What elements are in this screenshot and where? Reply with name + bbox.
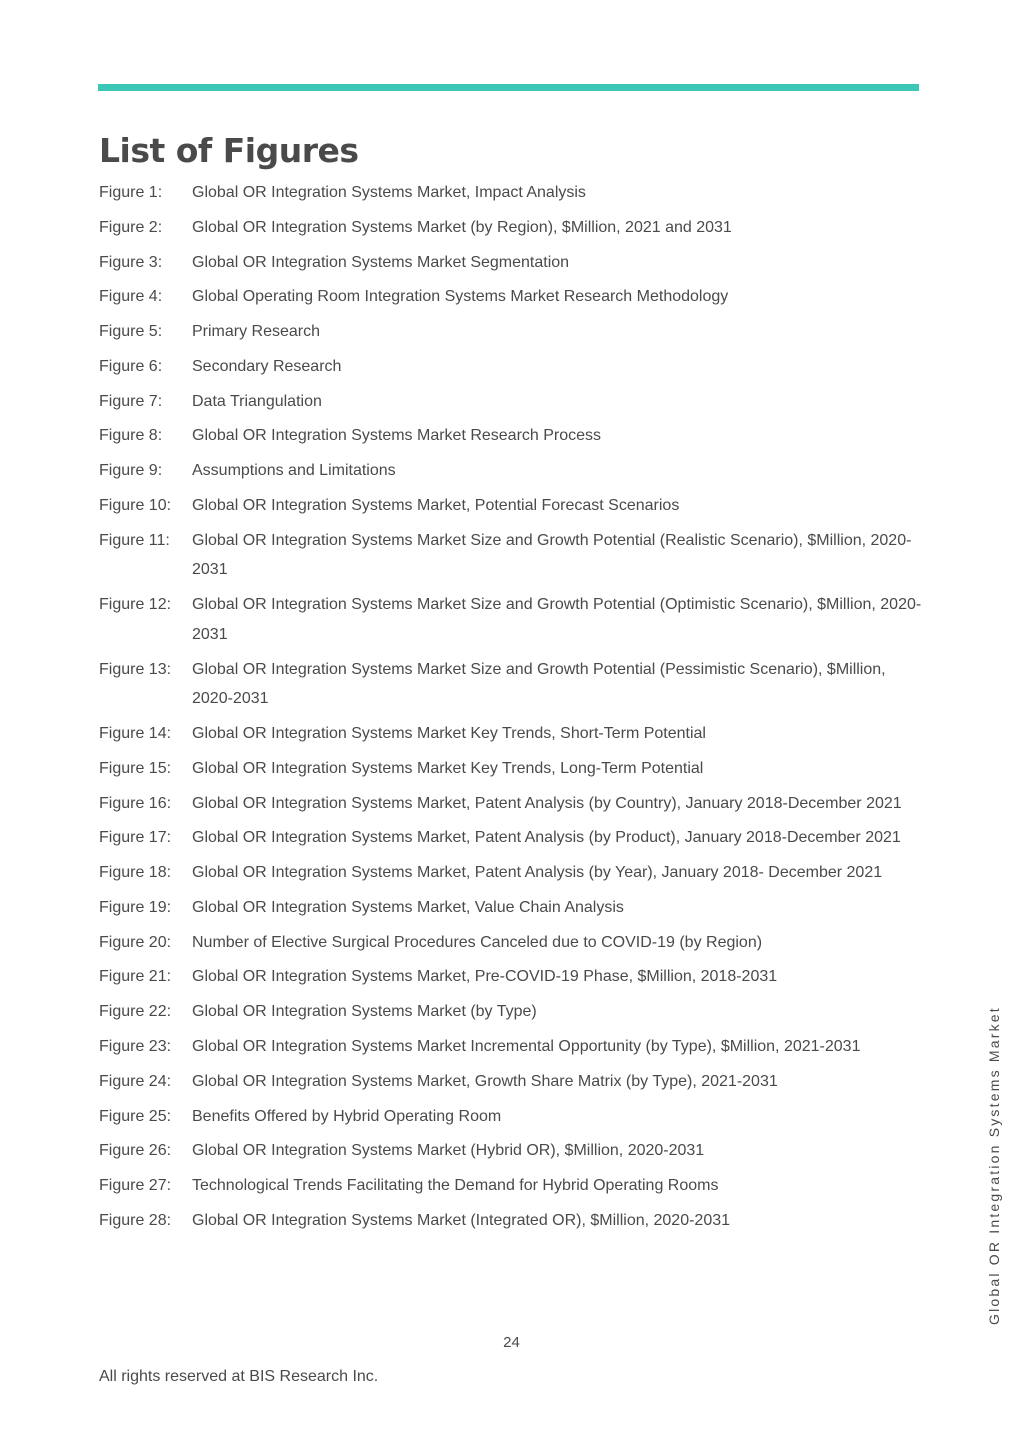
figure-title: Global OR Integration Systems Market, Patent Analysis (by Country), January 2018-December 2021 — [192, 794, 902, 812]
figure-list-item — [99, 317, 924, 347]
header-accent-rule — [98, 84, 919, 91]
figure-number: Figure 26: — [99, 1142, 172, 1160]
figure-number: Figure 5: — [99, 323, 163, 341]
figure-list-item — [99, 282, 924, 312]
figure-list-item — [99, 1136, 924, 1166]
figure-number: Figure 16: — [99, 794, 172, 812]
figure-title: Assumptions and Limitations — [192, 462, 396, 480]
figure-number: Figure 9: — [99, 462, 163, 480]
figure-number: Figure 14: — [99, 724, 172, 742]
figure-list-item — [99, 1171, 924, 1201]
figure-number: Figure 1: — [99, 184, 163, 201]
figure-number: Figure 2: — [99, 218, 163, 236]
figure-title: Global OR Integration Systems Market Key Trends, Short-Term Potential — [192, 724, 706, 742]
figure-title: Number of Elective Surgical Procedures Canceled due to COVID-19 (by Region) — [192, 933, 763, 951]
page-title: List of Figures — [99, 131, 359, 170]
figure-list-item — [99, 962, 924, 992]
figure-title: Global OR Integration Systems Market Size and Growth Potential (Optimistic Scenario), $Million, 2020-2031 — [192, 596, 922, 643]
figure-title: Data Triangulation — [192, 392, 322, 410]
figure-list-item — [99, 928, 924, 958]
figure-title: Global OR Integration Systems Market Segmentation — [192, 253, 570, 271]
figure-list-item — [99, 893, 924, 923]
figure-list-item — [99, 823, 924, 853]
figure-number: Figure 22: — [99, 1003, 172, 1021]
figure-number: Figure 10: — [99, 497, 172, 515]
figure-number: Figure 19: — [99, 898, 172, 916]
figure-title: Global OR Integration Systems Market, Patent Analysis (by Product), January 2018-December 2021 — [192, 829, 901, 847]
figure-number: Figure 3: — [99, 253, 163, 271]
figure-title: Global OR Integration Systems Market Incremental Opportunity (by Type), $Million, 2021-2031 — [192, 1037, 861, 1055]
figure-number: Figure 28: — [99, 1211, 172, 1229]
figure-number: Figure 6: — [99, 357, 163, 375]
figure-number: Figure 17: — [99, 829, 172, 847]
figure-title: Global OR Integration Systems Market (by Region), $Million, 2021 and 2031 — [192, 218, 732, 236]
figure-number: Figure 23: — [99, 1037, 172, 1055]
figure-list-item — [99, 421, 924, 451]
figure-title: Global OR Integration Systems Market, Potential Forecast Scenarios — [192, 497, 680, 515]
figure-number: Figure 27: — [99, 1177, 172, 1195]
figure-list-item — [99, 352, 924, 382]
figure-list — [99, 178, 924, 1241]
figure-number: Figure 24: — [99, 1072, 172, 1090]
figure-number: Figure 11: — [99, 531, 170, 549]
figure-title: Benefits Offered by Hybrid Operating Room — [192, 1107, 502, 1125]
footer-copyright: All rights reserved at BIS Research Inc. — [99, 1368, 379, 1385]
figure-list-item — [99, 1032, 924, 1062]
figure-number: Figure 4: — [99, 288, 163, 306]
figure-title: Global OR Integration Systems Market Research Process — [192, 427, 602, 445]
figure-list-item — [99, 858, 924, 888]
figure-title: Secondary Research — [192, 357, 342, 375]
figure-title: Global OR Integration Systems Market, Patent Analysis (by Year), January 2018- December 2021 — [192, 864, 883, 882]
figure-list-item — [99, 1102, 924, 1132]
figure-title: Global OR Integration Systems Market, Impact Analysis — [192, 184, 586, 201]
figure-list-item — [99, 491, 924, 521]
figure-list-item — [99, 754, 924, 784]
figure-list-item — [99, 456, 924, 486]
figure-title: Global OR Integration Systems Market (Hybrid OR), $Million, 2020-2031 — [192, 1142, 705, 1160]
figure-title: Global OR Integration Systems Market Size and Growth Potential (Realistic Scenario), $Million, 2020-2031 — [192, 531, 912, 579]
figure-title: Global OR Integration Systems Market Size and Growth Potential (Pessimistic Scenario), $Million, 2020-2031 — [192, 660, 886, 708]
figure-number: Figure 18: — [99, 864, 172, 882]
figure-list-item — [99, 1206, 924, 1236]
figure-number: Figure 15: — [99, 759, 172, 777]
figure-list-item — [99, 997, 924, 1027]
figure-number: Figure 25: — [99, 1107, 172, 1125]
figure-title: Global Operating Room Integration Systems Market Research Methodology — [192, 288, 729, 306]
figure-list-item — [99, 719, 924, 749]
figure-title: Global OR Integration Systems Market Key Trends, Long-Term Potential — [192, 759, 704, 777]
figure-list-item — [99, 387, 924, 417]
figure-title: Global OR Integration Systems Market, Pre-COVID-19 Phase, $Million, 2018-2031 — [192, 968, 778, 986]
figure-title: Global OR Integration Systems Market (by Type) — [192, 1003, 537, 1021]
figure-number: Figure 21: — [99, 968, 172, 986]
page-number: 24 — [503, 1334, 520, 1351]
figure-title: Technological Trends Facilitating the Demand for Hybrid Operating Rooms — [192, 1177, 719, 1195]
figure-list-item — [99, 789, 924, 819]
figure-number: Figure 13: — [99, 660, 172, 678]
figure-list-item — [99, 1067, 924, 1097]
figure-number: Figure 7: — [99, 392, 163, 410]
figure-list-item — [99, 655, 924, 714]
figure-title: Global OR Integration Systems Market, Value Chain Analysis — [192, 898, 624, 916]
figure-number: Figure 20: — [99, 933, 172, 951]
figure-list-item — [99, 178, 924, 208]
figure-title: Global OR Integration Systems Market, Growth Share Matrix (by Type), 2021-2031 — [192, 1072, 778, 1090]
figure-list-item — [99, 248, 924, 278]
figure-list-item — [99, 590, 924, 649]
figure-title: Global OR Integration Systems Market (Integrated OR), $Million, 2020-2031 — [192, 1211, 731, 1229]
figure-title: Primary Research — [192, 323, 321, 341]
figure-number: Figure 12: — [99, 596, 172, 614]
figure-list-item — [99, 213, 924, 243]
figure-number: Figure 8: — [99, 427, 163, 445]
side-running-title: Global OR Integration Systems Market — [986, 1006, 1002, 1325]
figure-list-item — [99, 526, 924, 585]
